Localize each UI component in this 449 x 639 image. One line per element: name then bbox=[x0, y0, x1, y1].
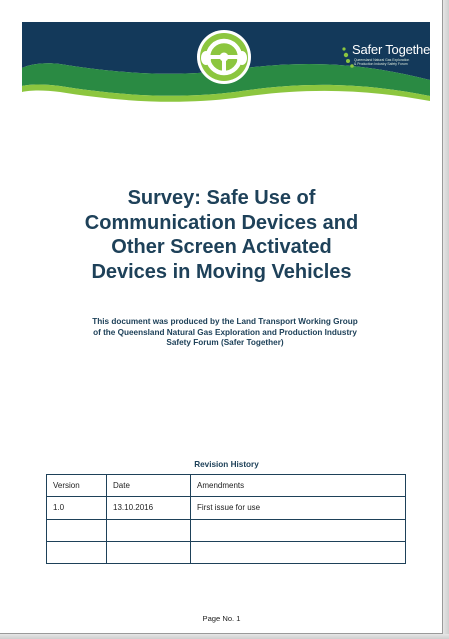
revision-history-caption: Revision History bbox=[194, 460, 259, 469]
cell-version bbox=[47, 541, 107, 563]
revision-history-table bbox=[46, 474, 406, 564]
steering-wheel-logo-icon bbox=[197, 30, 251, 84]
brand-subtitle-line: & Production Industry Safety Forum bbox=[354, 62, 408, 66]
brand-subtitle-line: Queensland Natural Gas Exploration bbox=[354, 58, 410, 62]
title-line: Communication Devices and bbox=[84, 211, 359, 234]
column-header-version: Version bbox=[47, 475, 107, 497]
intro-line: This document was produced by the Land Transport Working Group bbox=[92, 317, 358, 326]
brand-name: Safer Together bbox=[352, 42, 435, 57]
title-line: Survey: Safe Use of bbox=[127, 187, 316, 209]
table-header-row bbox=[47, 475, 406, 497]
table-row bbox=[47, 541, 406, 563]
cell-amendments bbox=[191, 541, 406, 563]
intro-line: Safety Forum (Safer Together) bbox=[166, 338, 284, 347]
cell-amendments bbox=[191, 519, 406, 541]
page-shadow bbox=[0, 634, 449, 639]
cell-version bbox=[47, 519, 107, 541]
title-line: Devices in Moving Vehicles bbox=[91, 260, 352, 283]
brand-subtitle bbox=[354, 58, 409, 66]
table-row bbox=[47, 497, 406, 519]
cell-version: 1.0 bbox=[47, 497, 107, 519]
cell-date bbox=[107, 519, 191, 541]
page-number: Page No. 1 bbox=[202, 614, 241, 623]
column-header-amendments: Amendments bbox=[191, 475, 406, 497]
cell-amendments: First issue for use bbox=[191, 497, 406, 519]
intro-statement bbox=[70, 317, 380, 349]
table-row bbox=[47, 519, 406, 541]
document-title bbox=[0, 186, 443, 284]
column-header-date: Date bbox=[107, 475, 191, 497]
intro-line: of the Queensland Natural Gas Exploration and Production Industry bbox=[93, 327, 357, 337]
brand-logo bbox=[340, 40, 435, 74]
cell-date: 13.10.2016 bbox=[107, 497, 191, 519]
title-line: Other Screen Activated bbox=[111, 236, 332, 258]
cell-date bbox=[107, 541, 191, 563]
